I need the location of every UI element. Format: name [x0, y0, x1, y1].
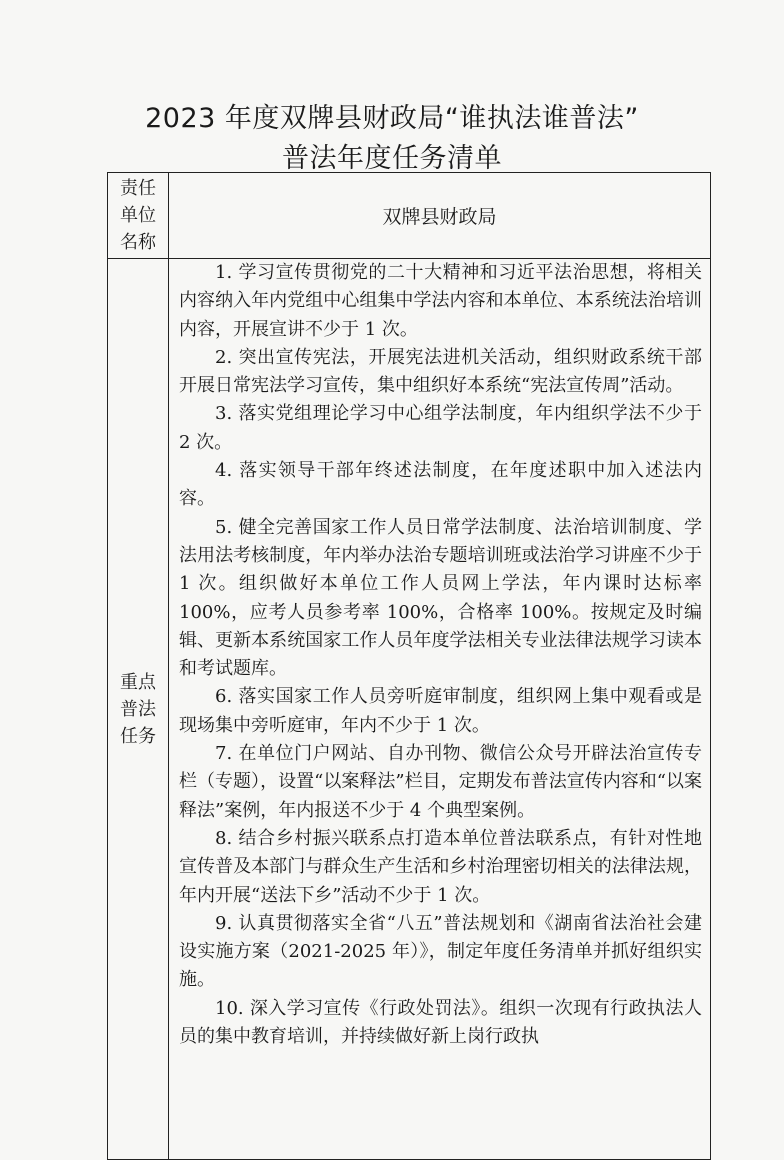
tasks-label-cell [108, 259, 169, 1160]
label-line: 单位 [120, 205, 156, 226]
tasks-row [108, 259, 711, 1160]
task-item: 5. 健全完善国家工作人员日常学法制度、法治培训制度、学法用法考核制度，年内举办法治专题培训班或法治学习讲座不少于 1 次。组织做好本单位工作人员网上学法，年内课时达标率 100%，应考人员参考率 100%，合格率 100%。按规定及时编辑、更新本系统国家工作人员年度学法相关专业法律法规学习读本和考试题库。 [179, 516, 702, 680]
task-item: 7. 在单位门户网站、自办刊物、微信公众号开辟法治宣传专栏（专题），设置“以案释法”栏目，定期发布普法宣传内容和“以案释法”案例，年内报送不少于 4 个典型案例。 [179, 743, 702, 821]
unit-row [108, 173, 711, 259]
document-title-line-2: 普法年度任务清单 [282, 143, 502, 174]
label-line: 责任 [120, 178, 156, 199]
label-line: 名称 [120, 232, 156, 253]
label-line: 重点 [120, 671, 156, 693]
task-item: 3. 落实党组理论学习中心组学法制度，年内组织学法不少于 2 次。 [179, 403, 702, 453]
task-item: 6. 落实国家工作人员旁听庭审制度，组织网上集中观看或是现场集中旁听庭审，年内不少于 1 次。 [179, 686, 702, 736]
task-table [107, 172, 711, 1160]
unit-name-cell [169, 173, 711, 259]
unit-label-cell [108, 173, 169, 259]
label-line: 普法 [120, 698, 156, 720]
task-item: 9. 认真贯彻落实全省“八五”普法规划和《湖南省法治社会建设实施方案（2021-2025 年）》，制定年度任务清单并抓好组织实施。 [179, 912, 702, 991]
task-item: 2. 突出宣传宪法，开展宪法进机关活动，组织财政系统干部开展日常宪法学习宣传，集中组织好本系统“宪法宣传周”活动。 [179, 346, 702, 397]
unit-label [108, 175, 168, 256]
tasks-cell [169, 259, 711, 1160]
task-item: 8. 结合乡村振兴联系点打造本单位普法联系点，有针对性地宣传普及本部门与群众生产生活和乡村治理密切相关的法律法规，年内开展“送法下乡”活动不少于 1 次。 [179, 827, 702, 906]
unit-name: 双牌县财政局 [382, 206, 497, 228]
task-item: 1. 学习宣传贯彻党的二十大精神和习近平法治思想，将相关内容纳入年内党组中心组集中学法内容和本单位、本系统法治培训内容，开展宣讲不少于 1 次。 [179, 262, 702, 340]
tasks-label [108, 669, 168, 750]
task-item: 10. 深入学习宣传《行政处罚法》。组织一次现有行政执法人员的集中教育培训，并持续做好新上岗行政执 [179, 997, 702, 1048]
task-item: 4. 落实领导干部年终述法制度，在年度述职中加入述法内容。 [179, 460, 702, 510]
document-title-line-1: 2023 年度双牌县财政局“谁执法谁普法” [145, 103, 639, 134]
label-line: 任务 [120, 725, 156, 747]
